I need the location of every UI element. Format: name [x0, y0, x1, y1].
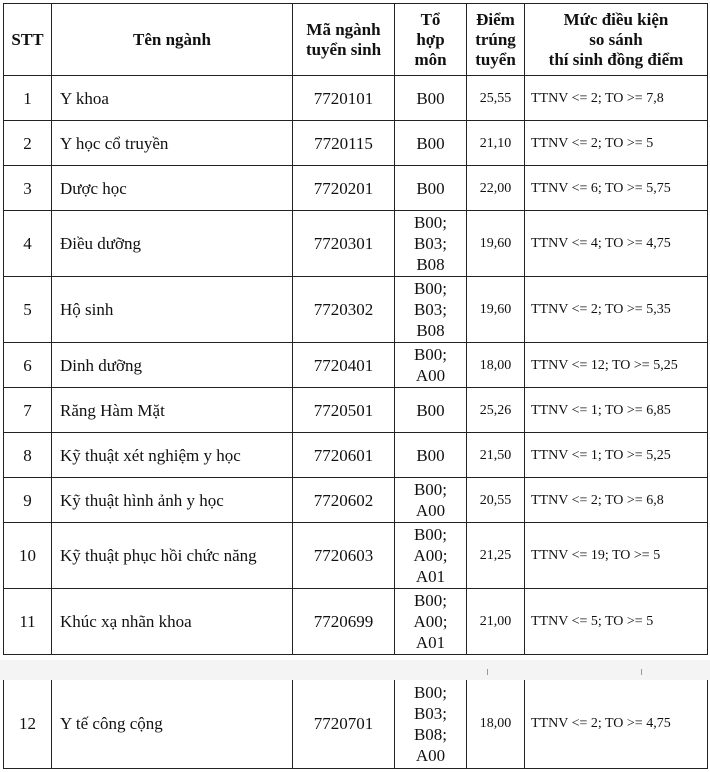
- header-stt: STT: [4, 4, 52, 76]
- row-combo: [395, 211, 467, 277]
- row-code: 7720699: [293, 589, 395, 655]
- row-name: Y khoa: [52, 76, 293, 121]
- row-condition: TTNV <= 4; TO >= 4,75: [525, 211, 708, 277]
- row-stt: 3: [4, 166, 52, 211]
- row-condition: TTNV <= 12; TO >= 5,25: [525, 343, 708, 388]
- page-break-strip: [0, 660, 710, 680]
- row-code: 7720601: [293, 433, 395, 478]
- row-code: 7720701: [293, 680, 395, 768]
- combo-code: B00;: [413, 213, 448, 232]
- combo-code: B00;: [413, 480, 448, 499]
- row-name: Kỹ thuật hình ảnh y học: [52, 478, 293, 523]
- combo-code: B00: [416, 445, 445, 465]
- table-row: [4, 121, 708, 166]
- row-stt: 7: [4, 388, 52, 433]
- table-row: [4, 589, 708, 655]
- header-combo: Tổ hợp môn: [395, 4, 467, 76]
- row-code: 7720501: [293, 388, 395, 433]
- row-condition: TTNV <= 5; TO >= 5: [525, 589, 708, 655]
- combo-code: B08: [416, 255, 445, 274]
- row-score: 21,10: [467, 121, 525, 166]
- row-stt: 10: [4, 523, 52, 589]
- combo-code: A00: [415, 366, 446, 385]
- combo-code: B03;: [413, 300, 448, 319]
- row-stt: 9: [4, 478, 52, 523]
- table-row: [4, 343, 708, 388]
- row-name: Y học cổ truyền: [52, 121, 293, 166]
- row-combo: [395, 523, 467, 589]
- row-stt: 4: [4, 211, 52, 277]
- combo-code: B08;: [413, 724, 448, 744]
- header-code: Mã ngành tuyển sinh: [293, 4, 395, 76]
- row-stt: 1: [4, 76, 52, 121]
- admission-table: [3, 3, 708, 655]
- row-name: Kỹ thuật xét nghiệm y học: [52, 433, 293, 478]
- row-combo: [395, 388, 467, 433]
- row-condition: TTNV <= 2; TO >= 5: [525, 121, 708, 166]
- row-combo: [395, 478, 467, 523]
- page-break-mark: [641, 669, 646, 675]
- row-stt: 6: [4, 343, 52, 388]
- table-row: [4, 76, 708, 121]
- table-row: [4, 277, 708, 343]
- combo-code: B03;: [413, 234, 448, 253]
- row-condition: TTNV <= 2; TO >= 6,8: [525, 478, 708, 523]
- row-combo: [395, 76, 467, 121]
- row-score: 19,60: [467, 277, 525, 343]
- row-stt: 5: [4, 277, 52, 343]
- row-name: Điều dưỡng: [52, 211, 293, 277]
- row-stt: 12: [4, 680, 52, 768]
- combo-code: B00;: [413, 591, 448, 610]
- row-condition: TTNV <= 6; TO >= 5,75: [525, 166, 708, 211]
- header-score: Điểm trúng tuyển: [467, 4, 525, 76]
- combo-code: B08: [416, 321, 445, 340]
- header-condition: Mức điều kiện so sánh thí sinh đồng điểm: [525, 4, 708, 76]
- table-row: [4, 433, 708, 478]
- combo-code: A01: [415, 633, 446, 652]
- combo-code: B00: [416, 88, 445, 108]
- row-score: 21,00: [467, 589, 525, 655]
- row-combo: [395, 166, 467, 211]
- row-score: 21,25: [467, 523, 525, 589]
- row-name: Y tế công cộng: [52, 680, 293, 768]
- row-score: 21,50: [467, 433, 525, 478]
- row-code: 7720301: [293, 211, 395, 277]
- row-score: 20,55: [467, 478, 525, 523]
- table-row: [4, 166, 708, 211]
- combo-code: A00: [415, 501, 446, 520]
- table-row: [4, 211, 708, 277]
- row-combo: [395, 121, 467, 166]
- row-condition: TTNV <= 2; TO >= 5,35: [525, 277, 708, 343]
- row-name: Khúc xạ nhãn khoa: [52, 589, 293, 655]
- row-name: Hộ sinh: [52, 277, 293, 343]
- row-code: 7720302: [293, 277, 395, 343]
- row-condition: TTNV <= 2; TO >= 7,8: [525, 76, 708, 121]
- combo-code: A00: [415, 745, 446, 765]
- row-code: 7720401: [293, 343, 395, 388]
- combo-code: A00;: [413, 546, 448, 565]
- page-break-mark: [487, 669, 492, 675]
- row-code: 7720101: [293, 76, 395, 121]
- combo-code: B03;: [413, 703, 448, 723]
- row-condition: TTNV <= 1; TO >= 5,25: [525, 433, 708, 478]
- row-score: 25,55: [467, 76, 525, 121]
- row-combo: [395, 589, 467, 655]
- table-row: [4, 388, 708, 433]
- row-score: 25,26: [467, 388, 525, 433]
- combo-code: A01: [415, 567, 446, 586]
- combo-code: A00;: [413, 612, 448, 631]
- row-combo: [395, 277, 467, 343]
- row-stt: 2: [4, 121, 52, 166]
- header-name: Tên ngành: [52, 4, 293, 76]
- combo-code: B00;: [413, 525, 448, 544]
- row-condition: TTNV <= 1; TO >= 6,85: [525, 388, 708, 433]
- row-combo: [395, 680, 467, 768]
- row-code: 7720602: [293, 478, 395, 523]
- row-stt: 11: [4, 589, 52, 655]
- row-stt: 8: [4, 433, 52, 478]
- row-condition: TTNV <= 19; TO >= 5: [525, 523, 708, 589]
- row-combo: [395, 343, 467, 388]
- combo-code: B00;: [413, 279, 448, 298]
- combo-code: B00;: [413, 345, 448, 364]
- admission-table-continued: [3, 680, 708, 769]
- row-name: Răng Hàm Mặt: [52, 388, 293, 433]
- table-row: [4, 523, 708, 589]
- header-row: [4, 4, 708, 76]
- table-row: [4, 478, 708, 523]
- row-condition: TTNV <= 2; TO >= 4,75: [525, 680, 708, 768]
- row-code: 7720115: [293, 121, 395, 166]
- combo-code: B00: [416, 400, 445, 420]
- row-score: 19,60: [467, 211, 525, 277]
- row-code: 7720603: [293, 523, 395, 589]
- row-score: 18,00: [467, 343, 525, 388]
- row-name: Kỹ thuật phục hồi chức năng: [52, 523, 293, 589]
- combo-code: B00;: [413, 682, 448, 702]
- row-score: 22,00: [467, 166, 525, 211]
- row-combo: [395, 433, 467, 478]
- row-name: Dinh dưỡng: [52, 343, 293, 388]
- combo-code: B00: [416, 133, 445, 153]
- row-code: 7720201: [293, 166, 395, 211]
- combo-code: B00: [416, 178, 445, 198]
- table-row: [4, 680, 708, 768]
- row-score: 18,00: [467, 680, 525, 768]
- row-name: Dược học: [52, 166, 293, 211]
